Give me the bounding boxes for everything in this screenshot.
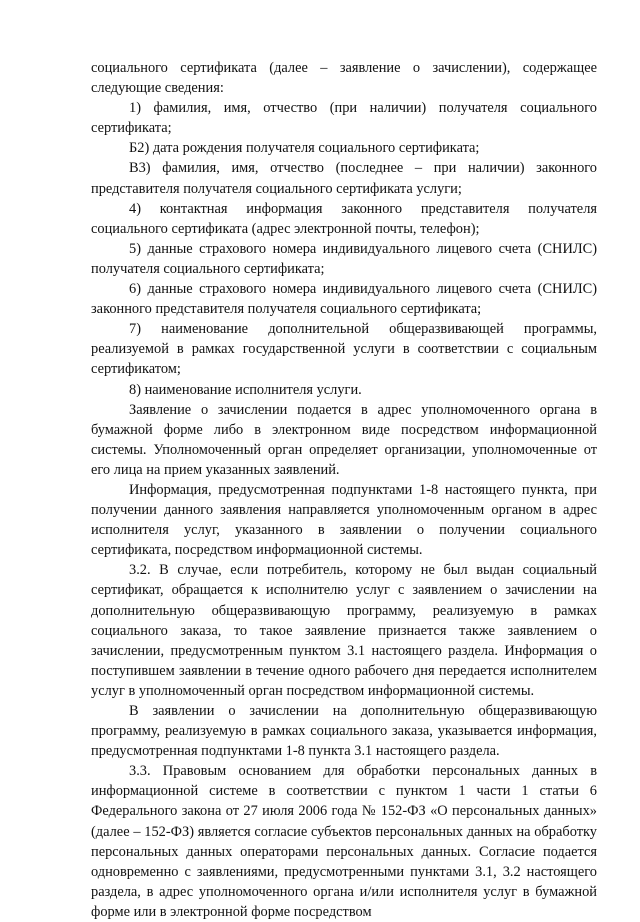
paragraph-3-3: 3.3. Правовым основанием для обработки персональных данных в информационной системе в соответствии с пунктом 1 части 1 статьи 6 Федерального закона от 27 июля 2006 года № 152-ФЗ «О персональных данных» (далее – 152-ФЗ) является согласие субъектов персональных данных на обработку персональных данных операторами персональных данных. Согласие подается одновременно с заявлениями, предусмотренными пунктами 3.1, 3.2 настоящего раздела, в адрес уполномоченного органа и/или исполнителя услуг в бумажной форме или в электронной форме посредством	[91, 763, 597, 920]
paragraph-submission: Заявление о зачислении подается в адрес уполномоченного органа в бумажной форме либо в электронном виде посредством информационной системы. Уполномоченный орган определяет организации, уполномоченные от его лица на прием указанных заявлений.	[91, 401, 597, 478]
paragraph-3-2: 3.2. В случае, если потребитель, которому не был выдан социальный сертификат, обращается к исполнителю услуг с заявлением о зачислении на дополнительную общеразвивающую программу, реализуемую в рамках социального заказа, то такое заявление признается также заявлением о зачислении, предусмотренным пунктом 3.1 настоящего раздела. Информация о поступившем заявлении в течение одного рабочего дня передается исполнителем услуг в уполномоченный орган посредством информационной системы.	[91, 562, 597, 699]
document-page	[91, 58, 597, 922]
paragraph-intro: социального сертификата (далее – заявление о зачислении), содержащее следующие сведения:	[91, 60, 597, 97]
list-item-2: Б2) дата рождения получателя социального сертификата;	[129, 140, 480, 157]
list-item-5: 5) данные страхового номера индивидуального лицевого счета (СНИЛС) получателя социального сертификата;	[91, 240, 597, 277]
list-item-4: 4) контактная информация законного представителя получателя социального сертификата (адрес электронной почты, телефон);	[91, 200, 597, 237]
list-item-1: 1) фамилия, имя, отчество (при наличии) получателя социального сертификата;	[91, 100, 597, 137]
list-item-3: В3) фамилия, имя, отчество (последнее – при наличии) законного представителя получателя социального сертификата услуги;	[91, 160, 597, 197]
list-item-7: 7) наименование дополнительной общеразвивающей программы, реализуемой в рамках государственной услуги в соответствии с социальным сертификатом;	[91, 321, 597, 378]
list-item-6: 6) данные страхового номера индивидуального лицевого счета (СНИЛС) законного представителя получателя социального сертификата;	[91, 281, 597, 318]
list-item-8: 8) наименование исполнителя услуги.	[129, 381, 362, 398]
paragraph-enrollment-application: В заявлении о зачислении на дополнительную общеразвивающую программу, реализуемую в рамках социального заказа, указывается информация, предусмотренная подпунктами 1-8 пункта 3.1 настоящего раздела.	[91, 703, 597, 760]
paragraph-information: Информация, предусмотренная подпунктами 1-8 настоящего пункта, при получении данного заявления направляется уполномоченным органом в адрес исполнителя услуг, указанного в заявлении о получении социального сертификата, посредством информационной системы.	[91, 481, 597, 559]
